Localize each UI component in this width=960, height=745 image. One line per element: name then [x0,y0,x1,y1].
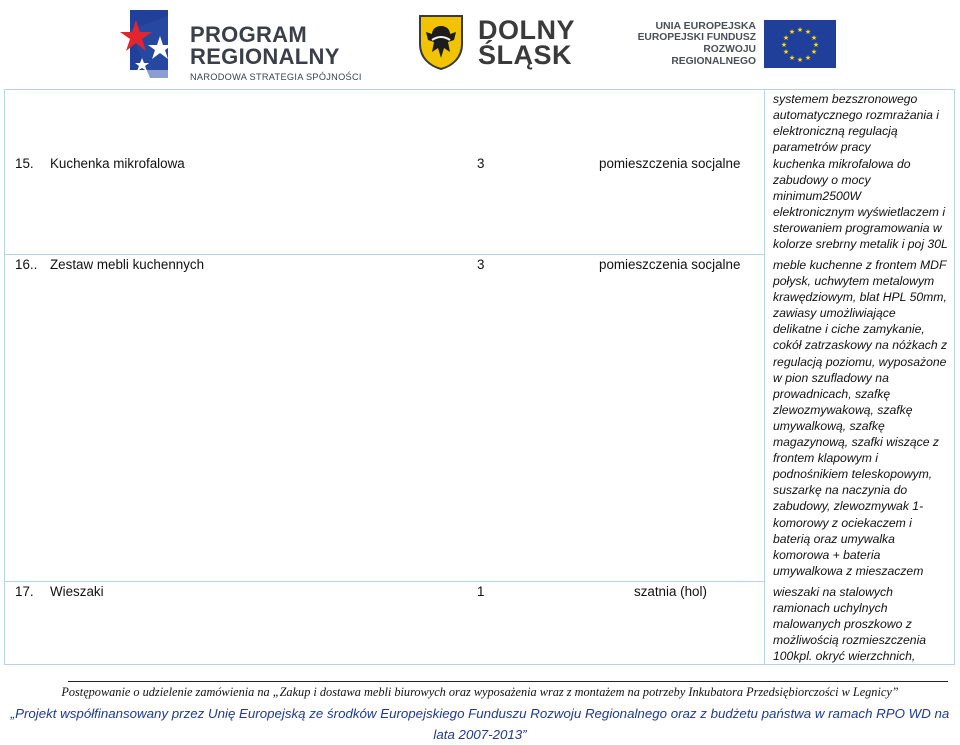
desc-line: możliwością rozmieszczenia [773,633,927,648]
desc-line: umywalkowa z mieszaczem [773,563,924,578]
row-quantity: 3 [477,156,485,171]
desc-line: prowadnicach, szafkę [773,386,891,401]
desc-line: delikatne i ciche zamykanie, [773,322,925,337]
row-name: Zestaw mebli kuchennych [50,257,205,272]
program-line1: PROGRAM [190,22,307,47]
row-place: pomieszczenia socjalne [599,156,741,171]
desc-line: kolorze srebrny metalik i poj 30L [773,237,948,252]
desc-line: minimum2500W [773,189,862,204]
program-regionalny-emblem [120,6,184,84]
desc-line: parametrów pracy [773,140,871,155]
desc-line: zabudowy, zlewozmywak 1- [773,499,924,514]
row-place: pomieszczenia socjalne [599,257,741,272]
desc-line: automatycznego rozmrażania i [773,108,939,123]
svg-text:★: ★ [782,48,790,56]
desc-line: podnośnikiem teleskopowym, [773,467,933,482]
row-description [773,584,955,664]
dolny-slask-logo [418,10,588,80]
dolny-line1: DOLNY [478,15,575,45]
desc-line: regulacją poziomu, wyposażone [773,354,947,369]
desc-line: frontem klapowym i [773,451,878,466]
program-regionalny-logo [120,6,380,84]
row-name: Wieszaki [50,584,104,599]
footer-divider [68,681,948,682]
svg-text:★: ★ [796,56,804,64]
ue-line2: EUROPEJSKI FUNDUSZ [637,32,756,44]
svg-text:★: ★ [804,28,812,36]
row-name: Kuchenka mikrofalowa [50,156,185,171]
project-line2: lata 2007-2013” [433,727,527,742]
eu-flag-icon [764,20,836,68]
row-place: szatnia (hol) [634,584,707,599]
desc-line: systemem bezszronowego [773,92,918,106]
desc-line: komorowa + bateria [773,547,881,562]
desc-line: zawiasy umożliwiające [773,306,896,321]
svg-text:★: ★ [810,48,818,56]
desc-line: elektronicznym wyświetlaczem i [773,205,946,220]
desc-line: sterowaniem programowania w [773,221,942,236]
svg-text:★: ★ [780,41,788,49]
row-separator [4,254,764,255]
svg-text:★: ★ [812,41,820,49]
desc-line: umywalkową, szafkę [773,418,885,433]
desc-line: komorowy z ociekaczem i [773,515,912,530]
svg-text:★: ★ [810,34,818,42]
desc-line: baterią oraz umywalka [773,531,895,546]
row-number: 16.. [15,257,38,272]
desc-line: cokół zatrzaskowy na nóżkach z [773,338,948,353]
ue-line1: UNIA EUROPEJSKA [655,20,756,32]
row-description [773,257,955,579]
svg-text:★: ★ [788,54,796,62]
unia-europejska-logo [628,20,848,70]
svg-text:★: ★ [796,26,804,34]
desc-line: elektroniczną regulacją [773,124,898,139]
desc-line: ramionach uchylnych [773,601,888,616]
svg-text:★: ★ [804,54,812,62]
crest-icon [418,14,464,70]
ue-line3: ROZWOJU REGIONALNEGO [671,43,756,67]
desc-line: zlewozmywakową, szafkę [773,402,913,417]
row-quantity: 3 [477,257,485,272]
row-separator [4,581,764,582]
desc-line: kuchenka mikrofalowa do [773,157,911,171]
desc-line: suszarkę na naczynia do [773,483,908,498]
row-number: 17. [15,584,34,599]
desc-line: meble kuchenne z frontem MDF [773,258,947,272]
program-line2: REGIONALNY [190,44,340,69]
desc-line: 100kpl. okryć wierzchnich, [773,649,916,664]
row-number: 15. [15,156,34,171]
procedure-title: Postępowanie o udzielenie zamówienia na „Zakup i dostawa mebli biurowych oraz wyposażenia wraz z montażem na potrzeby Inkubatora Przedsiębiorczości w Legnicy” [61,685,899,699]
project-line1: „Projekt współfinansowany przez Unię Europejską ze środków Europejskiego Funduszu Rozwoju Regionalnego oraz z budżetu państwa w ramach RPO WD na [10,706,950,721]
desc-line: wieszaki na stalowych [773,585,893,599]
svg-text:★: ★ [782,34,790,42]
program-line3: NARODOWA STRATEGIA SPÓJNOŚCI [190,72,362,82]
desc-line: magazynową, szafki wiszące z [773,435,939,450]
column-divider [764,89,765,665]
desc-line: w pion szufladowy na [773,370,889,385]
row-description [773,156,955,253]
desc-line: zabudowy o mocy [773,173,871,188]
svg-text:★: ★ [788,28,796,36]
row-quantity: 1 [477,584,485,599]
desc-line: połysk, uchwytem metalowym [773,274,935,289]
desc-line: krawędziowym, blat HPL 50mm, [773,290,947,305]
logo-header [0,0,960,90]
desc-line: malowanych proszkowo z [773,617,912,632]
continuation-description [773,91,955,155]
dolny-line2: ŚLĄSK [478,39,573,70]
